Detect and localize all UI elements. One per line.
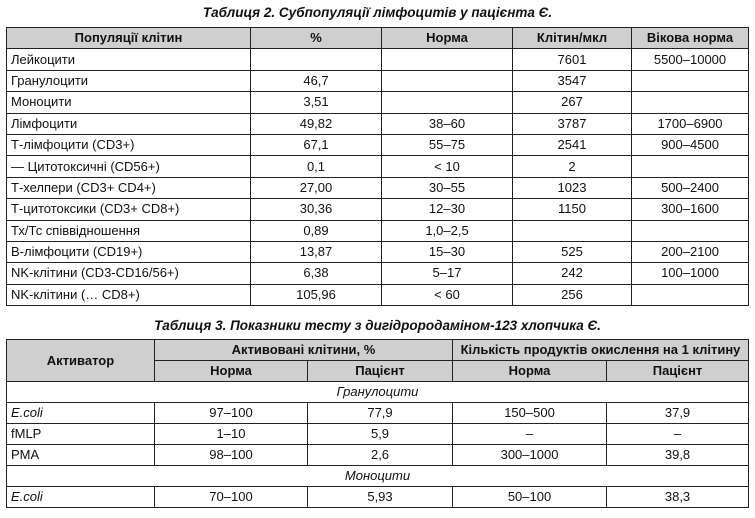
table-cell: Лейкоцити bbox=[7, 49, 251, 70]
table-cell bbox=[632, 156, 749, 177]
table-cell: 0,1 bbox=[251, 156, 382, 177]
col-header-percent: % bbox=[251, 28, 382, 49]
table-cell: 5–17 bbox=[382, 263, 513, 284]
table-cell: 30,36 bbox=[251, 199, 382, 220]
table-cell: NK-клітини (… CD8+) bbox=[7, 284, 251, 305]
table-cell: 2 bbox=[513, 156, 632, 177]
section-row bbox=[7, 466, 749, 487]
table-cell: 1700–6900 bbox=[632, 113, 749, 134]
table-cell: 46,7 bbox=[251, 70, 382, 91]
table-row bbox=[7, 220, 749, 241]
col-header-cells-per-ul: Клітин/мкл bbox=[513, 28, 632, 49]
table-cell: 1,0–2,5 bbox=[382, 220, 513, 241]
table-cell: 900–4500 bbox=[632, 134, 749, 155]
table-cell: 2,6 bbox=[308, 445, 453, 466]
section-title: Гранулоцити bbox=[7, 382, 749, 403]
table-cell: 97–100 bbox=[155, 403, 308, 424]
table-header-row bbox=[7, 340, 749, 361]
table-row bbox=[7, 445, 749, 466]
table-cell: < 10 bbox=[382, 156, 513, 177]
table-cell: Гранулоцити bbox=[7, 70, 251, 91]
table-cell: 13,87 bbox=[251, 241, 382, 262]
table-2-caption: Таблиця 2. Субпопуляції лімфоцитів у пацієнта Є. bbox=[202, 5, 553, 20]
table-cell: 1–10 bbox=[155, 424, 308, 445]
table-cell: – bbox=[453, 424, 607, 445]
table-cell bbox=[382, 70, 513, 91]
table-cell: 5,93 bbox=[308, 487, 453, 508]
table-cell: 105,96 bbox=[251, 284, 382, 305]
table-3-caption: Таблиця 3. Показники тесту з дигідрородаміном-123 хлопчика Є. bbox=[154, 318, 601, 333]
table-row bbox=[7, 177, 749, 198]
table-cell: 0,89 bbox=[251, 220, 382, 241]
table-cell bbox=[382, 49, 513, 70]
table-cell: 3,51 bbox=[251, 92, 382, 113]
table-cell: 242 bbox=[513, 263, 632, 284]
activator-cell: fMLP bbox=[7, 424, 155, 445]
table-row bbox=[7, 92, 749, 113]
table-cell: 70–100 bbox=[155, 487, 308, 508]
table-row bbox=[7, 49, 749, 70]
table-cell: 6,38 bbox=[251, 263, 382, 284]
col-header-norm: Норма bbox=[453, 361, 607, 382]
table-cell: 100–1000 bbox=[632, 263, 749, 284]
table-cell: 67,1 bbox=[251, 134, 382, 155]
table-row bbox=[7, 241, 749, 262]
table-row bbox=[7, 487, 749, 508]
table-cell bbox=[632, 220, 749, 241]
table-cell: 55–75 bbox=[382, 134, 513, 155]
table-row bbox=[7, 113, 749, 134]
table-cell: В-лімфоцити (CD19+) bbox=[7, 241, 251, 262]
table-cell bbox=[632, 70, 749, 91]
table-cell: 525 bbox=[513, 241, 632, 262]
table-cell: 5,9 bbox=[308, 424, 453, 445]
table-cell: 1150 bbox=[513, 199, 632, 220]
col-header-norm: Норма bbox=[155, 361, 308, 382]
col-header-patient: Пацієнт bbox=[607, 361, 749, 382]
table-cell: NK-клітини (CD3-CD16/56+) bbox=[7, 263, 251, 284]
table-cell bbox=[382, 92, 513, 113]
table-cell: 38,3 bbox=[607, 487, 749, 508]
table-cell: Тх/Тс співвідношення bbox=[7, 220, 251, 241]
table-cell: 7601 bbox=[513, 49, 632, 70]
table-cell: 12–30 bbox=[382, 199, 513, 220]
table-cell: 300–1000 bbox=[453, 445, 607, 466]
table-cell: 1023 bbox=[513, 177, 632, 198]
table-row bbox=[7, 284, 749, 305]
table-cell: Моноцити bbox=[7, 92, 251, 113]
col-header-age-norm: Вікова норма bbox=[632, 28, 749, 49]
table-cell: 30–55 bbox=[382, 177, 513, 198]
table-cell bbox=[513, 220, 632, 241]
table-row bbox=[7, 424, 749, 445]
lymphocyte-subpopulations-table bbox=[6, 27, 749, 306]
table-cell: — Цитотоксичні (CD56+) bbox=[7, 156, 251, 177]
col-header-oxidation-products: Кількість продуктів окислення на 1 клітину bbox=[453, 340, 749, 361]
table-cell: 49,82 bbox=[251, 113, 382, 134]
table-cell: < 60 bbox=[382, 284, 513, 305]
table-cell: – bbox=[607, 424, 749, 445]
table-cell: 39,8 bbox=[607, 445, 749, 466]
table-cell bbox=[251, 49, 382, 70]
table-cell: 300–1600 bbox=[632, 199, 749, 220]
activator-cell: PMA bbox=[7, 445, 155, 466]
section-title: Моноцити bbox=[7, 466, 749, 487]
table-cell: 38–60 bbox=[382, 113, 513, 134]
table-cell: 200–2100 bbox=[632, 241, 749, 262]
table-cell: 37,9 bbox=[607, 403, 749, 424]
table-cell: 267 bbox=[513, 92, 632, 113]
table-cell: Т-хелпери (CD3+ CD4+) bbox=[7, 177, 251, 198]
table-row bbox=[7, 134, 749, 155]
table-row bbox=[7, 199, 749, 220]
table-cell: 2541 bbox=[513, 134, 632, 155]
activator-cell: E.coli bbox=[7, 403, 155, 424]
table-header-row bbox=[7, 28, 749, 49]
table-cell: Т-цитотоксики (CD3+ CD8+) bbox=[7, 199, 251, 220]
table-cell bbox=[632, 92, 749, 113]
activator-cell: E.coli bbox=[7, 487, 155, 508]
table-cell: Лімфоцити bbox=[7, 113, 251, 134]
table-row bbox=[7, 70, 749, 91]
section-row bbox=[7, 382, 749, 403]
col-header-activator: Активатор bbox=[7, 340, 155, 382]
table-cell: 3787 bbox=[513, 113, 632, 134]
table-cell: Т-лімфоцити (CD3+) bbox=[7, 134, 251, 155]
table-cell: 98–100 bbox=[155, 445, 308, 466]
table-cell: 150–500 bbox=[453, 403, 607, 424]
table-cell: 50–100 bbox=[453, 487, 607, 508]
col-header-activated-cells: Активовані клітини, % bbox=[155, 340, 453, 361]
table-cell: 15–30 bbox=[382, 241, 513, 262]
col-header-norm: Норма bbox=[382, 28, 513, 49]
table-row bbox=[7, 403, 749, 424]
col-header-population: Популяції клітин bbox=[7, 28, 251, 49]
table-cell bbox=[632, 284, 749, 305]
table-cell: 500–2400 bbox=[632, 177, 749, 198]
col-header-patient: Пацієнт bbox=[308, 361, 453, 382]
table-cell: 27,00 bbox=[251, 177, 382, 198]
table-row bbox=[7, 263, 749, 284]
dhr123-test-table bbox=[6, 339, 749, 508]
table-row bbox=[7, 156, 749, 177]
table-cell: 77,9 bbox=[308, 403, 453, 424]
table-cell: 256 bbox=[513, 284, 632, 305]
table-cell: 5500–10000 bbox=[632, 49, 749, 70]
table-cell: 3547 bbox=[513, 70, 632, 91]
